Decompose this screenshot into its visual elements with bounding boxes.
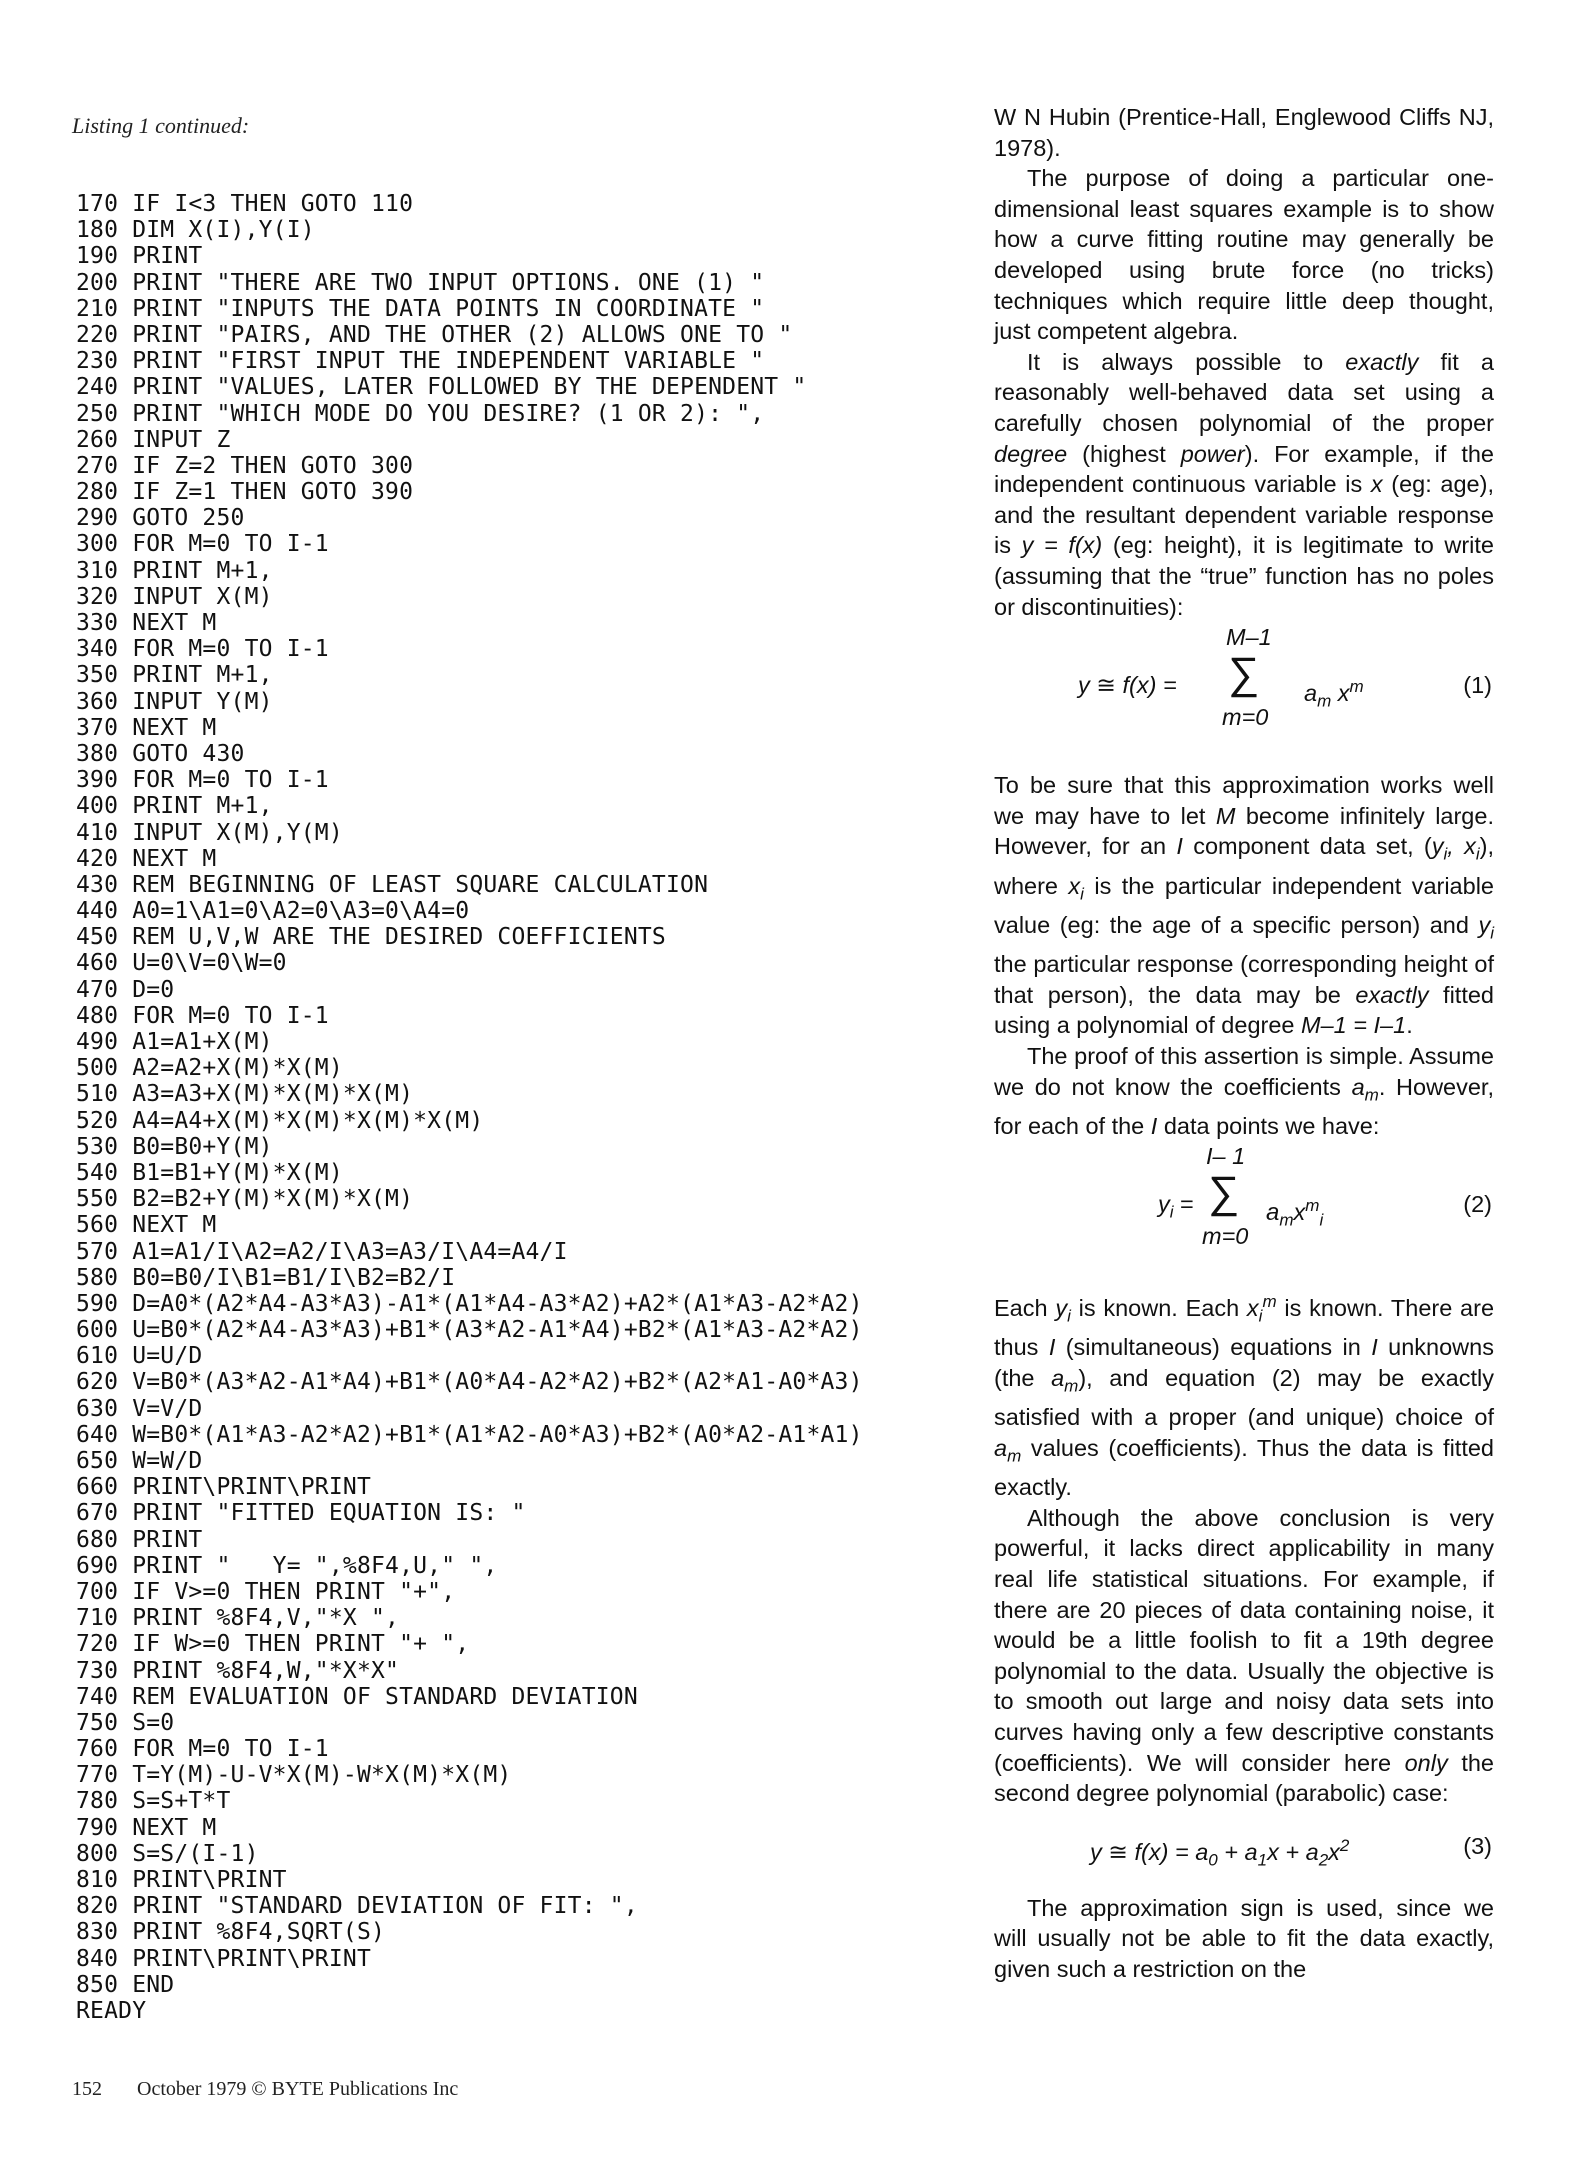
code-line: 380 GOTO 430 [76, 740, 245, 767]
code-line: 530 B0=B0+Y(M) [76, 1133, 273, 1160]
code-line: 440 A0=1\A1=0\A2=0\A3=0\A4=0 [76, 898, 470, 925]
code-line: 770 T=Y(M)-U-V*X(M)-W*X(M)*X(M) [76, 1762, 512, 1789]
equation-2-number: (2) [1463, 1191, 1492, 1218]
code-line: 780 S=S+T*T [76, 1788, 231, 1815]
code-line: 520 A4=A4+X(M)*X(M)*X(M)*X(M) [76, 1107, 484, 1134]
code-line: 550 B2=B2+Y(M)*X(M)*X(M) [76, 1186, 414, 1213]
code-line: 850 END [76, 1971, 175, 1998]
code-line: 690 PRINT " Y= ",%8F4,U," ", [76, 1552, 498, 1579]
code-line: 270 IF Z=2 THEN GOTO 300 [76, 452, 414, 479]
code-line: 220 PRINT "PAIRS, AND THE OTHER (2) ALLOWS ONE TO " [76, 321, 793, 348]
code-line: 710 PRINT %8F4,V,"*X ", [76, 1605, 400, 1632]
code-line: 200 PRINT "THERE ARE TWO INPUT OPTIONS. ONE (1) " [76, 269, 765, 296]
code-line: 310 PRINT M+1, [76, 557, 273, 584]
footer-credit: October 1979 © BYTE Publications Inc [137, 2078, 459, 2100]
code-line: 540 B1=B1+Y(M)*X(M) [76, 1159, 343, 1186]
listing-caption: Listing 1 continued: [72, 113, 250, 138]
code-line: 260 INPUT Z [76, 426, 231, 453]
code-line: 180 DIM X(I),Y(I) [76, 217, 315, 244]
code-line: 660 PRINT\PRINT\PRINT [76, 1474, 371, 1501]
code-line: 410 INPUT X(M),Y(M) [76, 819, 343, 846]
code-line: 570 A1=A1/I\A2=A2/I\A3=A3/I\A4=A4/I [76, 1238, 568, 1265]
code-line: 740 REM EVALUATION OF STANDARD DEVIATION [76, 1683, 638, 1710]
code-line: 350 PRINT M+1, [76, 662, 273, 689]
code-line: 430 REM BEGINNING OF LEAST SQUARE CALCULATION [76, 871, 709, 898]
code-line: 560 NEXT M [76, 1212, 217, 1239]
code-line: 640 W=B0*(A1*A3-A2*A2)+B1*(A1*A2-A0*A3)+B2*(A0*A2-A1*A1) [76, 1421, 863, 1448]
exact-fit-paragraph: It is always possible to exactly fit a reasonably well-behaved data set using a carefully chosen polynomial of the proper degree (highest power). For example, if the independent continuous variable is x (eg: age), and the resultant dependent variable response is y = f(x) (eg: height), it is legitimate to write (assuming that the “true” function has no poles or discontinuities): [994, 348, 1494, 620]
equation-3-number: (3) [1463, 1832, 1492, 1859]
page-footer [72, 2078, 458, 2101]
code-line: 590 D=A0*(A2*A4-A3*A3)-A1*(A1*A4-A3*A2)+A2*(A1*A3-A2*A2) [76, 1290, 863, 1317]
equation-3: y ≅ $f(x) = a_0 + a_1x + a_2x^2$ (3) [1090, 1832, 1492, 1870]
code-line: 240 PRINT "VALUES, LATER FOLLOWED BY THE DEPENDENT " [76, 374, 807, 401]
applicability-paragraph: Although the above conclusion is very powerful, it lacks direct applicability in many real life statistical situations. For example, if there are 20 pieces of data containing noise, it would be a little foolish to fit a 19th degree polynomial to the data. Usually the objective is to smooth out large and noisy data sets into curves having only a few descriptive constants (coefficients). We will consider here only the second degree polynomial (parabolic) case: [994, 1504, 1494, 1807]
code-line: 630 V=V/D [76, 1395, 203, 1422]
code-line: 760 FOR M=0 TO I-1 [76, 1736, 329, 1763]
code-line: 730 PRINT %8F4,W,"*X*X" [76, 1657, 400, 1684]
code-line: 340 FOR M=0 TO I-1 [76, 636, 329, 663]
code-line: 750 S=0 [76, 1709, 175, 1736]
code-line: 280 IF Z=1 THEN GOTO 390 [76, 479, 414, 506]
basic-listing [76, 191, 956, 2024]
code-line: 700 IF V>=0 THEN PRINT "+", [76, 1578, 456, 1605]
code-line: 650 W=W/D [76, 1448, 203, 1474]
code-line: 370 NEXT M [76, 714, 217, 741]
equation-1: y ≅ f(x) = M–1 ∑ m=0 $a_m$ $x^m$ (1) [1078, 624, 1492, 731]
code-line: 800 S=S/(I-1) [76, 1840, 259, 1867]
code-line: 210 PRINT "INPUTS THE DATA POINTS IN COORDINATE " [76, 295, 765, 322]
purpose-paragraph: The purpose of doing a particular one-dimensional least squares example is to show how a curve fitting routine may generally be developed using brute force (no tricks) techniques which require little deep thought, just competent algebra. [994, 165, 1494, 345]
code-line: 490 A1=A1+X(M) [76, 1029, 273, 1055]
code-line: 170 IF I<3 THEN GOTO 110 [76, 191, 414, 217]
code-line: 620 V=B0*(A3*A2-A1*A4)+B1*(A0*A4-A2*A2)+B2*(A2*A1-A0*A3) [76, 1369, 863, 1396]
code-line: 450 REM U,V,W ARE THE DESIRED COEFFICIENTS [76, 924, 666, 951]
equation-1-number: (1) [1463, 672, 1492, 699]
code-line: 470 D=0 [76, 976, 175, 1003]
equation-2: $y_i$ = I– 1 ∑ m=0 $a_mx^m_i$ (2) [1158, 1143, 1492, 1250]
code-line: 670 PRINT "FITTED EQUATION IS: " [76, 1500, 526, 1527]
article-column [994, 102, 1494, 1985]
unknowns-paragraph: Each $y_i$ is known. Each $x_i^m$ is known. There are thus I (simultaneous) equations in I unknowns (the $a_m$), and equation (2) may be exactly satisfied with a proper (and unique) choice of $a_m$ values (coefficients). Thus the data is fitted exactly. [994, 1292, 1495, 1501]
code-line: 400 PRINT M+1, [76, 793, 273, 820]
approximation-sign-paragraph: The approximation sign is used, since we will usually not be able to fit the data exactly, given such a restriction on the [994, 1894, 1494, 1982]
code-line: 420 NEXT M [76, 845, 217, 872]
code-line: 830 PRINT %8F4,SQRT(S) [76, 1919, 386, 1946]
code-line: 510 A3=A3+X(M)*X(M)*X(M) [76, 1081, 414, 1108]
code-line: 480 FOR M=0 TO I-1 [76, 1002, 329, 1029]
approximation-paragraph: To be sure that this approximation works well we may have to let M become infinitely large. However, for an I component data set, ($y_i$, $x_i$), where $x_i$ is the particular independent variable value (eg: the age of a specific person) and $y_i$ the particular response (corresponding height of that person), the data may be exactly fitted using a polynomial of degree M–1 = I–1. [994, 772, 1494, 1039]
code-line: 720 IF W>=0 THEN PRINT "+ ", [76, 1631, 470, 1658]
code-line: 840 PRINT\PRINT\PRINT [76, 1945, 371, 1972]
code-line: 190 PRINT [76, 243, 203, 270]
code-line: 500 A2=A2+X(M)*X(M) [76, 1055, 343, 1082]
code-line: 290 GOTO 250 [76, 505, 245, 532]
code-line: READY [76, 1997, 147, 2024]
code-line: 320 INPUT X(M) [76, 583, 273, 610]
code-line: 810 PRINT\PRINT [76, 1867, 287, 1893]
code-line: 600 U=B0*(A2*A4-A3*A3)+B1*(A3*A2-A1*A4)+B2*(A1*A3-A2*A2) [76, 1317, 863, 1344]
reference-paragraph: W N Hubin (Prentice-Hall, Englewood Cliffs NJ, 1978). [994, 104, 1494, 161]
code-line: 390 FOR M=0 TO I-1 [76, 767, 329, 794]
code-line: 610 U=U/D [76, 1343, 203, 1370]
code-line: 680 PRINT [76, 1526, 203, 1553]
code-line: 790 NEXT M [76, 1814, 217, 1841]
code-line: 250 PRINT "WHICH MODE DO YOU DESIRE? (1 OR 2): ", [76, 400, 765, 427]
code-line: 820 PRINT "STANDARD DEVIATION OF FIT: ", [76, 1893, 638, 1920]
page-number: 152 [72, 2078, 102, 2100]
code-line: 230 PRINT "FIRST INPUT THE INDEPENDENT VARIABLE " [76, 348, 765, 375]
code-line: 580 B0=B0/I\B1=B1/I\B2=B2/I [76, 1264, 456, 1291]
code-line: 300 FOR M=0 TO I-1 [76, 531, 329, 558]
proof-paragraph: The proof of this assertion is simple. Assume we do not know the coefficients $a_m$. However, for each of the I data points we have: [994, 1042, 1494, 1139]
code-line: 460 U=0\V=0\W=0 [76, 950, 287, 977]
code-line: 330 NEXT M [76, 610, 217, 636]
code-line: 360 INPUT Y(M) [76, 688, 273, 715]
